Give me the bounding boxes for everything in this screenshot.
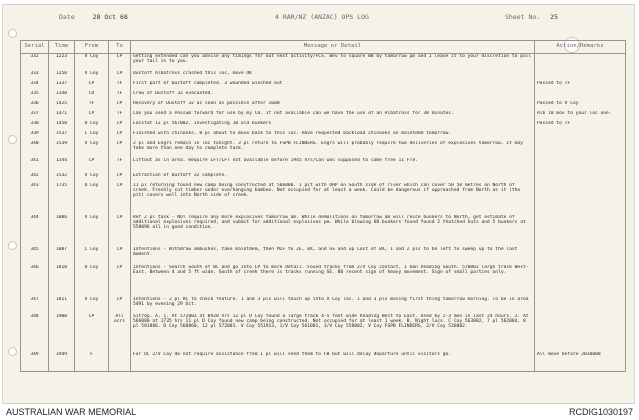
serial-cell: 337 bbox=[21, 111, 49, 121]
serial-cell: 343 bbox=[21, 183, 49, 215]
detail-cell: Extraction of Dustoff 32 complete. bbox=[131, 173, 535, 183]
from-cell: CP bbox=[75, 158, 109, 173]
time-cell: 1811 bbox=[49, 297, 75, 314]
log-title: 4 RAR/NZ (ANZAC) OPS LOG bbox=[275, 13, 369, 21]
to-cell: CP bbox=[109, 215, 131, 247]
serial-cell: 333 bbox=[21, 71, 49, 81]
serial-cell: 346 bbox=[21, 265, 49, 297]
detail-cell: Recovery of Dustoff 32 as soon as possible after 1600 bbox=[131, 101, 535, 111]
serial-cell: 339 bbox=[21, 131, 49, 141]
time-cell: 1539 bbox=[49, 141, 75, 158]
from-cell: CP bbox=[75, 111, 109, 121]
ops-log-table bbox=[20, 40, 626, 372]
from-cell: V Coy bbox=[75, 54, 109, 71]
remarks-cell bbox=[535, 215, 626, 247]
serial-cell: 332 bbox=[21, 54, 49, 71]
table-row bbox=[21, 91, 626, 101]
from-cell: CP bbox=[75, 81, 109, 91]
sheet-value: 25 bbox=[550, 13, 558, 21]
time-cell: 1900 bbox=[49, 314, 75, 352]
col-detail: Message or Detail bbox=[131, 41, 535, 54]
sheet-label: Sheet No. bbox=[505, 13, 541, 21]
to-cell: CP bbox=[109, 265, 131, 297]
col-from: From bbox=[75, 41, 109, 54]
detail-cell: Intentions - 2 pl RC to check feature. 1 and 3 pls will touch up into V Coy loc. 1 and 3 pls moving first thing tomorrow morning. To be in area 5491 by evening 29 Oct. bbox=[131, 297, 535, 314]
from-cell: V Coy bbox=[75, 215, 109, 247]
serial-cell: 345 bbox=[21, 247, 49, 265]
table-row bbox=[21, 247, 626, 265]
table-row bbox=[21, 121, 626, 131]
binding-gutter bbox=[3, 5, 19, 403]
from-cell: TF bbox=[75, 101, 109, 111]
sheet-number bbox=[505, 13, 558, 21]
to-cell: TF bbox=[109, 158, 131, 173]
detail-cell: Liftout as in area. Require LFT/LFT not available before 1945 hrs/Can was supposed to come free 11 FTV. bbox=[131, 158, 535, 173]
from-cell: C Coy bbox=[75, 247, 109, 265]
remarks-cell bbox=[535, 314, 626, 352]
serial-cell: 348 bbox=[21, 314, 49, 352]
remarks-cell bbox=[535, 131, 626, 141]
remarks-cell: All move before 2010008 bbox=[535, 352, 626, 372]
detail-cell: For OC 2/V Coy do not require assistance from 1 pl will send them to FB but will delay departure until visitors go. bbox=[131, 352, 535, 372]
serial-cell: 336 bbox=[21, 101, 49, 111]
table-row bbox=[21, 297, 626, 314]
time-cell: 1250 bbox=[49, 71, 75, 81]
from-cell: V Coy bbox=[75, 141, 109, 158]
detail-cell: Crew of Dustoff 32 evacuated. bbox=[131, 91, 535, 101]
detail-cell: Locstat 12 pl 567002, investigating 10 old bunkers bbox=[131, 121, 535, 131]
serial-cell: 349 bbox=[21, 352, 49, 372]
remarks-cell bbox=[535, 54, 626, 71]
table-row bbox=[21, 183, 626, 215]
serial-cell: 341 bbox=[21, 158, 49, 173]
time-cell: 1806 bbox=[49, 215, 75, 247]
remarks-cell: Passed to TF bbox=[535, 121, 626, 131]
detail-cell: Intentions - Search South of BC and go into LP to more detail. Found tracks from 2/V Coy contact, 1 man heading South. 570002 large track West-East. Between 4 and 5 ft wide. South of creek there is tracks running SE. 80 recent sign of heavy movement. Sign of small parties only. bbox=[131, 265, 535, 297]
to-cell bbox=[109, 352, 131, 372]
col-time: Time bbox=[49, 41, 75, 54]
remarks-cell: Passed to TF bbox=[535, 81, 626, 91]
time-cell: 1807 bbox=[49, 247, 75, 265]
date-label: Date bbox=[59, 13, 75, 21]
remarks-cell bbox=[535, 297, 626, 314]
from-cell: D Coy bbox=[75, 183, 109, 215]
table-row bbox=[21, 131, 626, 141]
table-row bbox=[21, 111, 626, 121]
remarks-cell bbox=[535, 183, 626, 215]
detail-cell: 11 pl returning found new camp being constructed at 566080. 1 pit with OHP on South side of river which can cover 50 50 metres on North of creek. Freshly cut timber under overhanging bamboo. Not occupied for at least a week. Could be dangerous if approached from North as it (the pit) covers well into North side of creek. bbox=[131, 183, 535, 215]
binding-hole bbox=[8, 135, 17, 144]
to-cell: CP bbox=[109, 247, 131, 265]
archive-reference: RCDIG1030197 bbox=[568, 407, 633, 417]
time-cell: 1337 bbox=[49, 81, 75, 91]
detail-cell: 2 pl and Engrs remain in loc tonight. 3 pl return to FSPB FLINDERS. Engrs will probably require two deliveries of explosives tomorrow. It may take more than one day to complete task. bbox=[131, 141, 535, 158]
remarks-cell: Alb 10 mov to your loc one. bbox=[535, 111, 626, 121]
remarks-cell bbox=[535, 141, 626, 158]
time-cell: 1223 bbox=[49, 54, 75, 71]
from-cell: C Coy bbox=[75, 131, 109, 141]
detail-cell: Getting extended can you advise any timings for out next activity/FCS. Bev to square BB by tomorrow pm and I leave it to your discretion to pull your tail in to you. bbox=[131, 54, 535, 71]
to-cell: CP bbox=[109, 121, 131, 131]
col-serial: Serial bbox=[21, 41, 49, 54]
to-cell: CP bbox=[109, 131, 131, 141]
serial-cell: 340 bbox=[21, 141, 49, 158]
binding-hole bbox=[8, 241, 17, 250]
binding-hole bbox=[8, 347, 17, 356]
to-cell: CP bbox=[109, 173, 131, 183]
to-cell: TF bbox=[109, 81, 131, 91]
time-cell: 1949 bbox=[49, 352, 75, 372]
detail-cell: Finished with chinooks. 8 pl about to move back to this loc. Have requested backload chinooks on maintdem tomorrow. bbox=[131, 131, 535, 141]
detail-cell: Sitrep. A, 1. At 572003 at 0920 hrs 12 pl D Coy found a large track 4-5 feet wide heading West to East. Used by 2-3 men in last 24 hours. 2. At 566080 at 1735 hrs 11 pl D Coy found new camp being constructed. Not occupied for at least 1 week. B, Night locs. C Coy 563882, 7 pl 562884, 8 pl 581886. D Coy 568860, 12 pl 572001. V Coy 551913, 1/V Coy 561001, 3/V Coy 558002, V Coy FSPB FLINDERS, 2/V Coy 538082. bbox=[131, 314, 535, 352]
to-cell: CP bbox=[109, 183, 131, 215]
serial-cell: 334 bbox=[21, 81, 49, 91]
date-header bbox=[59, 13, 128, 21]
to-cell: TF bbox=[109, 91, 131, 101]
table-row bbox=[21, 54, 626, 71]
from-cell: V Coy bbox=[75, 173, 109, 183]
time-cell: 1425 bbox=[49, 101, 75, 111]
table-header bbox=[21, 41, 626, 54]
to-cell: CP bbox=[109, 71, 131, 81]
table-row bbox=[21, 352, 626, 372]
archive-credit: AUSTRALIAN WAR MEMORIAL bbox=[6, 407, 137, 417]
col-to: To bbox=[109, 41, 131, 54]
time-cell: 1537 bbox=[49, 131, 75, 141]
table-row bbox=[21, 81, 626, 91]
detail-cell: First part of Dustoff completed. 3 wounded winched out bbox=[131, 81, 535, 91]
time-cell: 1544 bbox=[49, 158, 75, 173]
time-cell: 1810 bbox=[49, 265, 75, 297]
serial-cell: 344 bbox=[21, 215, 49, 247]
remarks-cell: Passed to V Coy bbox=[535, 101, 626, 111]
to-cell: CP bbox=[109, 101, 131, 111]
time-cell: 1735 bbox=[49, 183, 75, 215]
serial-cell: 342 bbox=[21, 173, 49, 183]
table-row bbox=[21, 71, 626, 81]
time-cell: 1340 bbox=[49, 91, 75, 101]
detail-cell: Can you send a Possum forward for use by my CO. If not available can we have the use of an Albatross for 30 minutes. bbox=[131, 111, 535, 121]
remarks-cell bbox=[535, 71, 626, 81]
remarks-cell bbox=[535, 158, 626, 173]
time-cell: 1471 bbox=[49, 111, 75, 121]
table-row bbox=[21, 101, 626, 111]
to-cell: All ocrs bbox=[109, 314, 131, 352]
table-row bbox=[21, 173, 626, 183]
remarks-cell bbox=[535, 265, 626, 297]
table-row bbox=[21, 265, 626, 297]
detail-cell: Ref 2 pl task - NOT require any more explosives tomorrow am. While demolitions on tomorrow am will recce bunkers to North, get estimate of additional explosives required, and submit for additional explosives pm. While blowing 60 bunkers found found 2 thatched huts and 5 bunkers at 558096 all in good condition. bbox=[131, 215, 535, 247]
serial-cell: 335 bbox=[21, 91, 49, 101]
to-cell: CP bbox=[109, 297, 131, 314]
remarks-cell bbox=[535, 247, 626, 265]
detail-cell: Intentions - Withdraw ambushes, take maintdem, then MIF to 2E, 8X, and GS and up Cost of BX, 1 and 2 pls to be left to sweep up to the last moment. bbox=[131, 247, 535, 265]
from-cell: CP bbox=[75, 314, 109, 352]
from-cell: D Coy bbox=[75, 265, 109, 297]
detail-cell: Dustoff Albatross crashed this loc, move OK bbox=[131, 71, 535, 81]
remarks-cell bbox=[535, 91, 626, 101]
serial-cell: 347 bbox=[21, 297, 49, 314]
serial-cell: 338 bbox=[21, 121, 49, 131]
from-cell: CO bbox=[75, 91, 109, 101]
to-cell: CP bbox=[109, 54, 131, 71]
to-cell: TF bbox=[109, 111, 131, 121]
from-cell: D Coy bbox=[75, 121, 109, 131]
from-cell: V Coy bbox=[75, 71, 109, 81]
table-row bbox=[21, 158, 626, 173]
table-row bbox=[21, 215, 626, 247]
time-cell: 1450 bbox=[49, 121, 75, 131]
table-body bbox=[21, 54, 626, 372]
remarks-cell bbox=[535, 173, 626, 183]
date-value: 28 Oct 68 bbox=[92, 13, 128, 21]
table-row bbox=[21, 314, 626, 352]
from-cell: V Coy bbox=[75, 297, 109, 314]
col-remarks: Action/Remarks bbox=[535, 41, 626, 54]
to-cell: CP bbox=[109, 141, 131, 158]
time-cell: 1532 bbox=[49, 173, 75, 183]
table-row bbox=[21, 141, 626, 158]
from-cell: F bbox=[75, 352, 109, 372]
binding-hole bbox=[8, 29, 17, 38]
